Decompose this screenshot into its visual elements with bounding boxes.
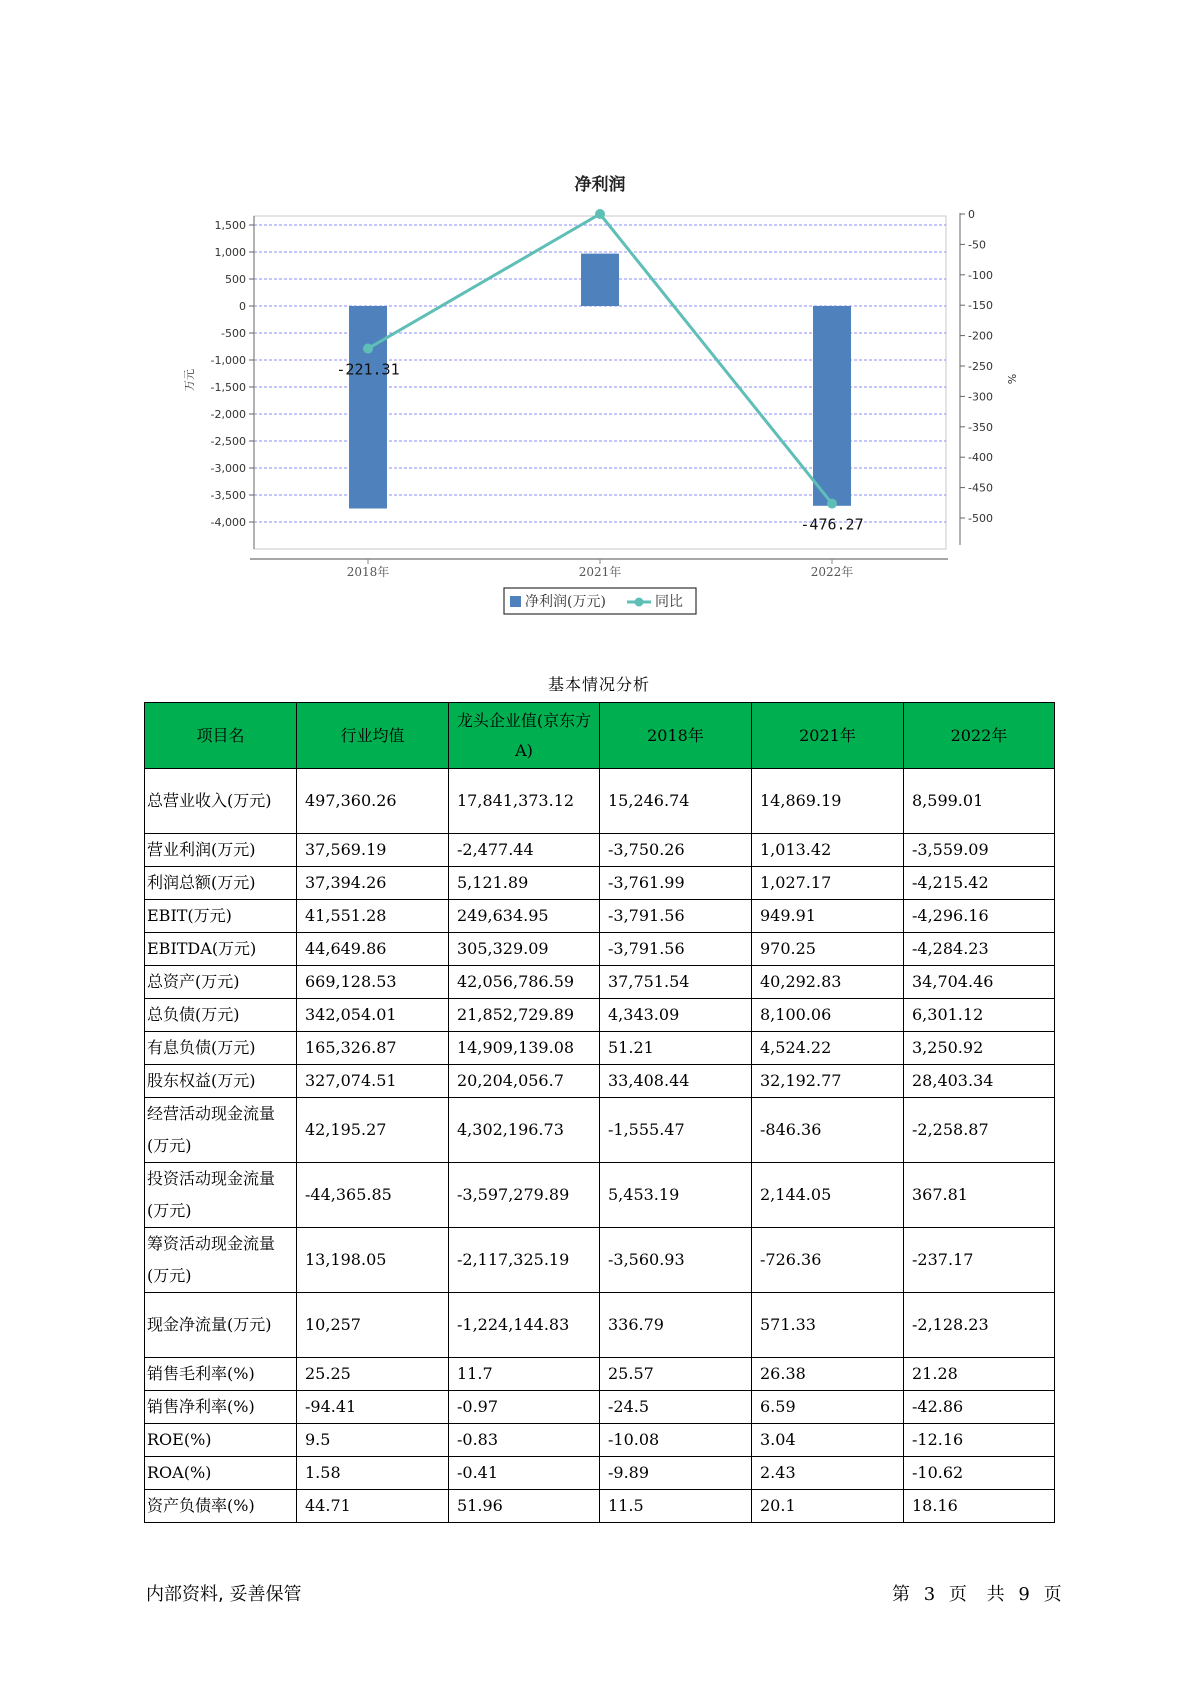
value-cell: 42,195.27 xyxy=(297,1098,449,1163)
y-right-axis-title: % xyxy=(1005,373,1018,385)
header-cell: 行业均值 xyxy=(297,703,449,769)
page-current: 3 xyxy=(923,1584,936,1605)
y-right-tick-label: -400 xyxy=(968,451,993,465)
value-cell: -3,791.56 xyxy=(600,933,752,966)
row-label-cell: 投资活动现金流量(万元) xyxy=(145,1163,297,1228)
table-row xyxy=(145,1358,1055,1391)
y-right-tick-label: -450 xyxy=(968,481,993,495)
table-row xyxy=(145,999,1055,1032)
table-row xyxy=(145,1424,1055,1457)
value-cell: 571.33 xyxy=(752,1293,904,1358)
value-cell: 32,192.77 xyxy=(752,1065,904,1098)
value-cell: -846.36 xyxy=(752,1098,904,1163)
header-cell: 2022年 xyxy=(904,703,1055,769)
row-label-cell: ROE(%) xyxy=(145,1424,297,1457)
value-cell: 33,408.44 xyxy=(600,1065,752,1098)
value-cell: -44,365.85 xyxy=(297,1163,449,1228)
value-cell: 10,257 xyxy=(297,1293,449,1358)
row-label-cell: EBITDA(万元) xyxy=(145,933,297,966)
value-cell: -2,117,325.19 xyxy=(449,1228,600,1293)
value-cell: -237.17 xyxy=(904,1228,1055,1293)
y-right-tick-label: -200 xyxy=(968,329,993,343)
value-cell: 1,013.42 xyxy=(752,834,904,867)
value-cell: 44.71 xyxy=(297,1490,449,1523)
page-mid: 页 共 xyxy=(948,1584,1005,1605)
basic-analysis-table xyxy=(144,702,1055,1523)
value-cell: 40,292.83 xyxy=(752,966,904,999)
table-row xyxy=(145,1228,1055,1293)
value-cell: 41,551.28 xyxy=(297,900,449,933)
value-cell: 669,128.53 xyxy=(297,966,449,999)
page-suffix: 页 xyxy=(1043,1584,1062,1605)
yoy-data-label: -476.27 xyxy=(800,515,864,534)
value-cell: 14,909,139.08 xyxy=(449,1032,600,1065)
value-cell: 1,027.17 xyxy=(752,867,904,900)
value-cell: 21,852,729.89 xyxy=(449,999,600,1032)
row-label-cell: 销售毛利率(%) xyxy=(145,1358,297,1391)
value-cell: 11.5 xyxy=(600,1490,752,1523)
value-cell: 3,250.92 xyxy=(904,1032,1055,1065)
value-cell: 2.43 xyxy=(752,1457,904,1490)
table-row xyxy=(145,1065,1055,1098)
value-cell: 970.25 xyxy=(752,933,904,966)
row-label-cell: 筹资活动现金流量(万元) xyxy=(145,1228,297,1293)
yoy-point xyxy=(363,344,373,354)
value-cell: 20,204,056.7 xyxy=(449,1065,600,1098)
header-cell: 项目名 xyxy=(145,703,297,769)
legend-line-label: 同比 xyxy=(655,594,683,610)
y-tick-label: -3,000 xyxy=(210,462,246,475)
table-row xyxy=(145,933,1055,966)
bar-net-profit xyxy=(813,306,851,506)
row-label-cell: 利润总额(万元) xyxy=(145,867,297,900)
value-cell: -3,560.93 xyxy=(600,1228,752,1293)
value-cell: -4,296.16 xyxy=(904,900,1055,933)
value-cell: 51.21 xyxy=(600,1032,752,1065)
legend-line-marker xyxy=(635,598,644,607)
value-cell: 9.5 xyxy=(297,1424,449,1457)
table-row xyxy=(145,1490,1055,1523)
value-cell: 14,869.19 xyxy=(752,769,904,834)
value-cell: -0.83 xyxy=(449,1424,600,1457)
value-cell: 44,649.86 xyxy=(297,933,449,966)
y-right-tick-label: -350 xyxy=(968,420,993,434)
value-cell: 25.25 xyxy=(297,1358,449,1391)
page-prefix: 第 xyxy=(892,1584,910,1605)
value-cell: 497,360.26 xyxy=(297,769,449,834)
legend-bar-label: 净利润(万元) xyxy=(525,594,606,610)
x-tick-label: 2022年 xyxy=(810,565,854,579)
x-tick-label: 2021年 xyxy=(578,565,622,579)
value-cell: 17,841,373.12 xyxy=(449,769,600,834)
page-total: 9 xyxy=(1018,1584,1030,1605)
row-label-cell: ROA(%) xyxy=(145,1457,297,1490)
value-cell: 13,198.05 xyxy=(297,1228,449,1293)
yoy-point xyxy=(827,499,837,509)
value-cell: 21.28 xyxy=(904,1358,1055,1391)
value-cell: 949.91 xyxy=(752,900,904,933)
x-tick-label: 2018年 xyxy=(346,565,390,579)
value-cell: 165,326.87 xyxy=(297,1032,449,1065)
value-cell: 11.7 xyxy=(449,1358,600,1391)
table-row xyxy=(145,1457,1055,1490)
value-cell: -0.97 xyxy=(449,1391,600,1424)
page-number xyxy=(892,1580,1062,1606)
value-cell: -2,258.87 xyxy=(904,1098,1055,1163)
row-label-cell: 总营业收入(万元) xyxy=(145,769,297,834)
row-label-cell: 资产负债率(%) xyxy=(145,1490,297,1523)
table-row xyxy=(145,966,1055,999)
value-cell: 4,302,196.73 xyxy=(449,1098,600,1163)
value-cell: 342,054.01 xyxy=(297,999,449,1032)
y-tick-label: -1,000 xyxy=(210,354,246,367)
row-label-cell: EBIT(万元) xyxy=(145,900,297,933)
value-cell: -726.36 xyxy=(752,1228,904,1293)
value-cell: 37,569.19 xyxy=(297,834,449,867)
yoy-point xyxy=(595,209,605,219)
legend-bar-swatch xyxy=(510,596,521,607)
table-row xyxy=(145,867,1055,900)
row-label-cell: 经营活动现金流量(万元) xyxy=(145,1098,297,1163)
value-cell: 336.79 xyxy=(600,1293,752,1358)
y-tick-label: 500 xyxy=(225,273,246,286)
y-right-tick-label: -50 xyxy=(968,238,986,252)
value-cell: 26.38 xyxy=(752,1358,904,1391)
table-row xyxy=(145,1098,1055,1163)
value-cell: 34,704.46 xyxy=(904,966,1055,999)
row-label-cell: 现金净流量(万元) xyxy=(145,1293,297,1358)
y-axis-title: 万元 xyxy=(183,369,196,391)
y-right-tick-label: -150 xyxy=(968,299,993,313)
value-cell: -24.5 xyxy=(600,1391,752,1424)
table-row xyxy=(145,1163,1055,1228)
y-tick-label: -2,500 xyxy=(210,435,246,448)
header-cell: 2018年 xyxy=(600,703,752,769)
value-cell: 42,056,786.59 xyxy=(449,966,600,999)
value-cell: -9.89 xyxy=(600,1457,752,1490)
y-tick-label: -4,000 xyxy=(210,516,246,529)
y-tick-label: 1,000 xyxy=(214,246,246,259)
value-cell: 15,246.74 xyxy=(600,769,752,834)
value-cell: 6.59 xyxy=(752,1391,904,1424)
value-cell: -1,224,144.83 xyxy=(449,1293,600,1358)
header-cell: 2021年 xyxy=(752,703,904,769)
table-row xyxy=(145,1032,1055,1065)
value-cell: 8,599.01 xyxy=(904,769,1055,834)
value-cell: -2,477.44 xyxy=(449,834,600,867)
bar-net-profit xyxy=(581,254,619,306)
value-cell: -3,750.26 xyxy=(600,834,752,867)
value-cell: 37,394.26 xyxy=(297,867,449,900)
table-row xyxy=(145,834,1055,867)
value-cell: -3,559.09 xyxy=(904,834,1055,867)
value-cell: 305,329.09 xyxy=(449,933,600,966)
value-cell: 5,121.89 xyxy=(449,867,600,900)
chart-canvas xyxy=(0,0,1191,640)
value-cell: -3,597,279.89 xyxy=(449,1163,600,1228)
table-caption: 基本情况分析 xyxy=(547,675,650,694)
value-cell: 1.58 xyxy=(297,1457,449,1490)
table-row xyxy=(145,1293,1055,1358)
value-cell: 51.96 xyxy=(449,1490,600,1523)
row-label-cell: 总负债(万元) xyxy=(145,999,297,1032)
yoy-data-label: -221.31 xyxy=(336,360,400,379)
table-row xyxy=(145,900,1055,933)
value-cell: -10.08 xyxy=(600,1424,752,1457)
value-cell: -4,215.42 xyxy=(904,867,1055,900)
value-cell: -3,791.56 xyxy=(600,900,752,933)
value-cell: 4,524.22 xyxy=(752,1032,904,1065)
table-row xyxy=(145,769,1055,834)
y-tick-label: -500 xyxy=(221,327,246,340)
value-cell: 327,074.51 xyxy=(297,1065,449,1098)
value-cell: 367.81 xyxy=(904,1163,1055,1228)
confidential-note: 内部资料, 妥善保管 xyxy=(146,1584,302,1605)
value-cell: -2,128.23 xyxy=(904,1293,1055,1358)
value-cell: -4,284.23 xyxy=(904,933,1055,966)
table-row xyxy=(145,1391,1055,1424)
value-cell: 8,100.06 xyxy=(752,999,904,1032)
row-label-cell: 营业利润(万元) xyxy=(145,834,297,867)
value-cell: 20.1 xyxy=(752,1490,904,1523)
net-profit-chart xyxy=(0,0,1191,640)
y-tick-label: 0 xyxy=(239,300,246,313)
value-cell: 6,301.12 xyxy=(904,999,1055,1032)
y-tick-label: -2,000 xyxy=(210,408,246,421)
y-right-tick-label: -250 xyxy=(968,360,993,373)
value-cell: 18.16 xyxy=(904,1490,1055,1523)
chart-title: 净利润 xyxy=(574,175,626,195)
value-cell: 37,751.54 xyxy=(600,966,752,999)
y-tick-label: -1,500 xyxy=(210,381,246,394)
row-label-cell: 总资产(万元) xyxy=(145,966,297,999)
value-cell: -42.86 xyxy=(904,1391,1055,1424)
bar-net-profit xyxy=(349,306,387,509)
y-right-tick-label: -500 xyxy=(968,512,993,525)
value-cell: 28,403.34 xyxy=(904,1065,1055,1098)
row-label-cell: 股东权益(万元) xyxy=(145,1065,297,1098)
y-tick-label: -3,500 xyxy=(210,489,246,502)
value-cell: -94.41 xyxy=(297,1391,449,1424)
value-cell: 249,634.95 xyxy=(449,900,600,933)
y-right-tick-label: -100 xyxy=(968,268,993,282)
header-cell: 龙头企业值(京东方A) xyxy=(449,703,600,769)
value-cell: -10.62 xyxy=(904,1457,1055,1490)
row-label-cell: 销售净利率(%) xyxy=(145,1391,297,1424)
value-cell: -3,761.99 xyxy=(600,867,752,900)
value-cell: 5,453.19 xyxy=(600,1163,752,1228)
value-cell: -1,555.47 xyxy=(600,1098,752,1163)
value-cell: 4,343.09 xyxy=(600,999,752,1032)
value-cell: -0.41 xyxy=(449,1457,600,1490)
value-cell: 3.04 xyxy=(752,1424,904,1457)
value-cell: -12.16 xyxy=(904,1424,1055,1457)
value-cell: 2,144.05 xyxy=(752,1163,904,1228)
row-label-cell: 有息负债(万元) xyxy=(145,1032,297,1065)
table-header-row xyxy=(145,703,1055,769)
value-cell: 25.57 xyxy=(600,1358,752,1391)
y-right-tick-label: 0 xyxy=(968,208,975,221)
y-tick-label: 1,500 xyxy=(214,219,246,232)
y-right-tick-label: -300 xyxy=(968,390,993,404)
